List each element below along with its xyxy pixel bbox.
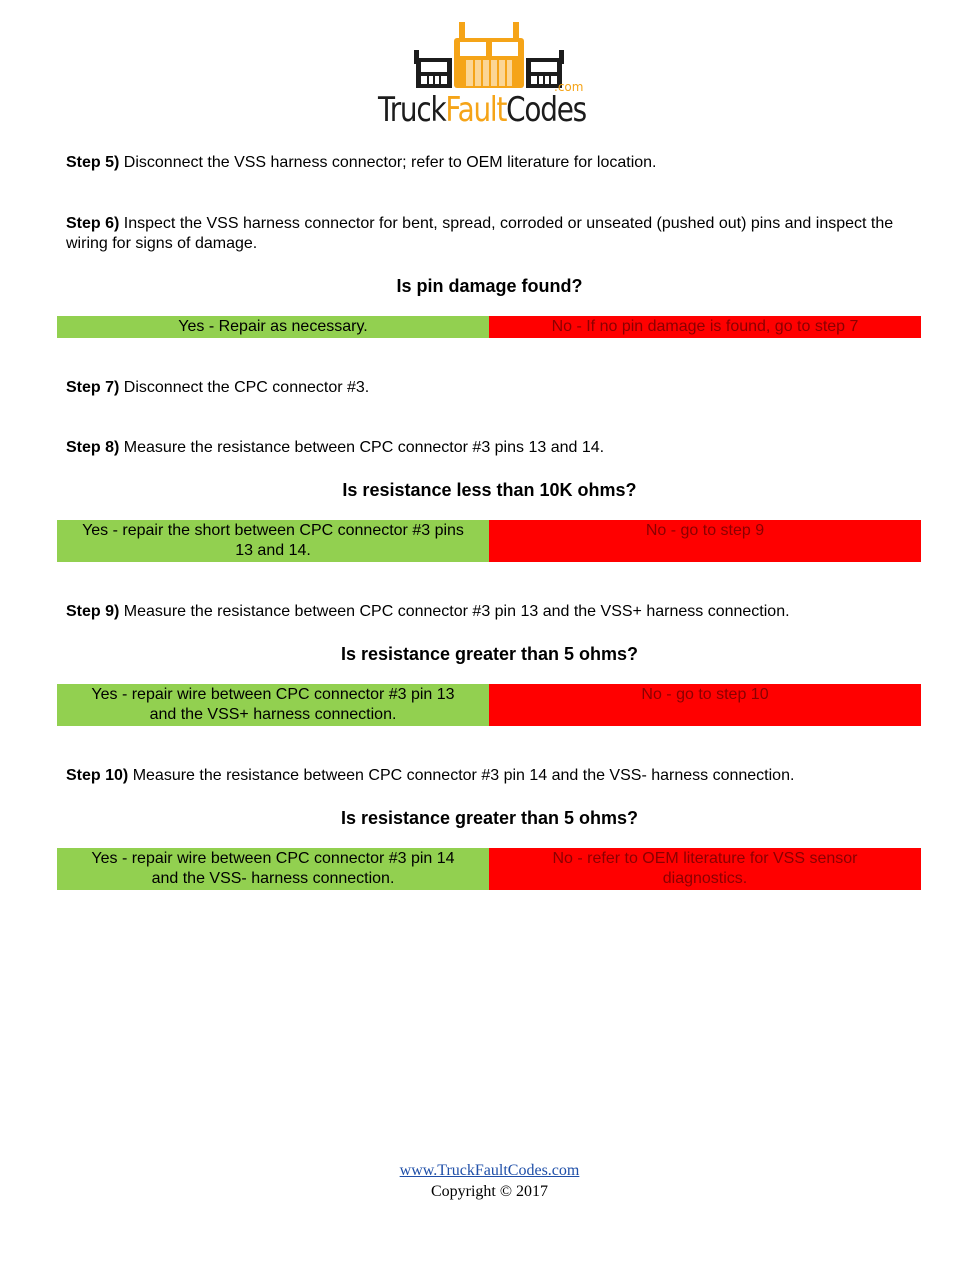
step-label: Step 9) [66, 603, 120, 620]
step-label: Step 8) [66, 439, 120, 456]
yes-answer: Yes - repair the short between CPC connector #3 pins 13 and 14. [57, 520, 489, 562]
step-8 [66, 438, 906, 458]
step-text: Measure the resistance between CPC connector #3 pin 14 and the VSS- harness connection. [128, 767, 795, 784]
footer-link[interactable]: www.TruckFaultCodes.com [399, 1162, 580, 1179]
step-7 [66, 378, 906, 398]
step-label: Step 10) [66, 767, 129, 784]
yes-answer: Yes - repair wire between CPC connector #3 pin 13 and the VSS+ harness connection. [57, 684, 489, 726]
step-10 [66, 766, 906, 786]
site-logo [378, 20, 602, 128]
answer-row-1 [57, 316, 921, 338]
logo-word-truck: Truck [378, 90, 446, 130]
step-text: Disconnect the CPC connector #3. [119, 379, 370, 396]
question-resistance-5-ohms-a: Is resistance greater than 5 ohms? [340, 644, 639, 664]
copyright-text: Copyright © 2017 [430, 1183, 549, 1200]
step-label: Step 6) [66, 215, 120, 232]
yes-answer: Yes - Repair as necessary. [57, 316, 489, 338]
logo-wordmark [378, 90, 586, 130]
yes-answer: Yes - repair wire between CPC connector #3 pin 14 and the VSS- harness connection. [57, 848, 489, 890]
step-9 [66, 602, 906, 622]
step-text: Inspect the VSS harness connector for bent, spread, corroded or unseated (pushed out) pins and inspect the wiring for signs of damage. [66, 215, 894, 252]
question-resistance-5-ohms-b: Is resistance greater than 5 ohms? [340, 808, 639, 828]
logo-word-fault: Fault [445, 90, 507, 130]
answer-row-4 [57, 848, 921, 890]
step-label: Step 5) [66, 154, 120, 171]
logo-dotcom: .com [554, 80, 584, 94]
step-6 [66, 214, 906, 254]
no-answer: No - go to step 9 [489, 520, 921, 562]
no-answer: No - refer to OEM literature for VSS sensor diagnostics. [489, 848, 921, 890]
footer [0, 1160, 979, 1202]
truck-logo-icon [414, 20, 564, 92]
question-pin-damage: Is pin damage found? [396, 276, 583, 296]
question-resistance-10k: Is resistance less than 10K ohms? [342, 480, 637, 500]
no-answer: No - go to step 10 [489, 684, 921, 726]
step-label: Step 7) [66, 379, 120, 396]
logo-word-codes: Codes [506, 90, 586, 130]
answer-row-2 [57, 520, 921, 562]
step-text: Disconnect the VSS harness connector; refer to OEM literature for location. [119, 154, 657, 171]
step-text: Measure the resistance between CPC connector #3 pins 13 and 14. [119, 439, 605, 456]
no-answer: No - If no pin damage is found, go to step 7 [489, 316, 921, 338]
step-5 [66, 153, 906, 173]
step-text: Measure the resistance between CPC connector #3 pin 13 and the VSS+ harness connection. [119, 603, 790, 620]
answer-row-3 [57, 684, 921, 726]
